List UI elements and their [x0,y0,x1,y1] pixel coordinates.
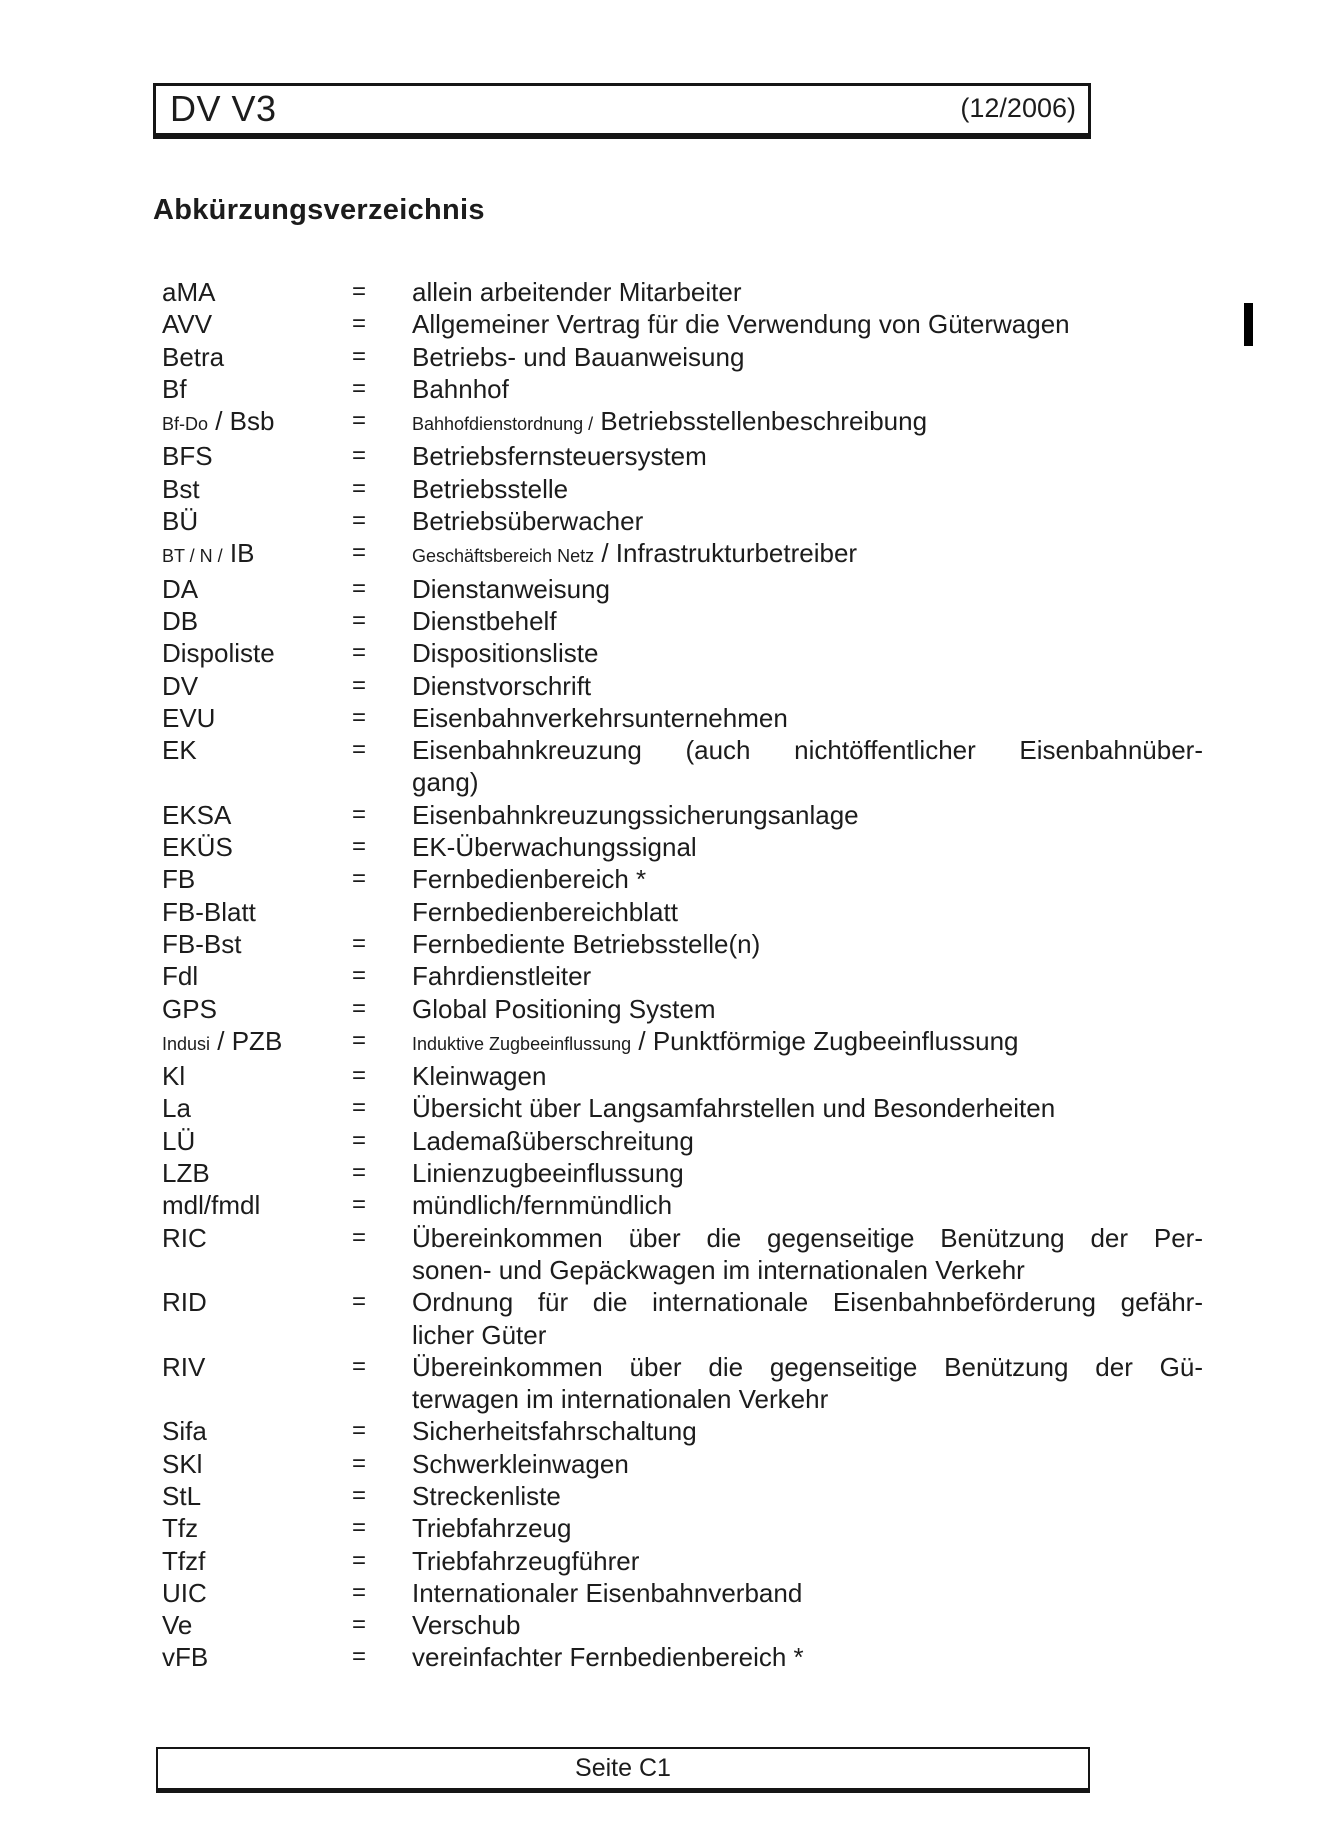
text: Fahrdienstleiter [412,961,592,992]
document-code: DV V3 [170,87,277,129]
small-text: Bahhofdienstordnung / [412,414,594,435]
equals-sign: = [352,703,367,731]
text: Dispositionsliste [412,638,599,669]
text: terwagen im internationalen Verkehr [412,1384,829,1415]
desc-cell [412,1060,1203,1092]
desc-cell [412,341,1203,373]
abbreviation-row [162,440,1203,472]
text: EKSA [162,799,232,830]
equals-sign: = [352,507,367,535]
desc-cell [412,1025,1203,1060]
text: aMA [162,277,216,307]
abbr-cell [162,1577,352,1609]
text: licher Güter [412,1319,547,1350]
text: Internationaler Eisenbahnverband [412,1577,803,1608]
text: EKÜS [162,832,233,863]
text: Linienzugbeeinflussung [412,1158,684,1189]
abbr-cell [162,799,352,831]
text: Triebfahrzeugführer [412,1545,640,1576]
equals-sign: = [352,962,367,990]
text: Betriebsfernsteuersystem [412,441,707,472]
text: Kleinwagen [412,1061,547,1092]
abbr-cell [162,863,352,895]
abbr-cell [162,1060,352,1092]
desc-line [412,1383,1203,1415]
desc-line [412,637,1203,669]
equals-sign: = [352,442,367,470]
equals-sign: = [352,1223,367,1251]
text: Verschub [412,1610,521,1641]
text: Fdl [162,961,199,992]
page-number-label: Seite C1 [575,1754,671,1782]
equals-sign: = [352,671,367,699]
page-header-box [153,83,1091,139]
abbreviation-row [162,1609,1203,1641]
desc-line [412,993,1203,1025]
abbr-cell [162,1157,352,1189]
abbreviation-row [162,1480,1203,1512]
desc-line [412,702,1203,734]
text: mündlich/fernmündlich [412,1190,673,1221]
text: SKl [162,1448,203,1479]
desc-cell [412,573,1203,605]
desc-line [412,1125,1203,1157]
abbr-cell [162,605,352,637]
text: Tfz [162,1513,199,1544]
text: RIC [162,1222,207,1253]
abbr-cell [162,993,352,1025]
text: BFS [162,441,213,472]
text: Dienstanweisung [412,573,611,604]
text: Allgemeiner Vertrag für die Verwendung von Güterwagen [412,309,1070,340]
text: allein arbeitender Mitarbeiter [412,277,742,307]
desc-cell [412,1480,1203,1512]
desc-cell [412,1577,1203,1609]
desc-line [412,1254,1203,1286]
abbreviation-row [162,1577,1203,1609]
abbreviation-row [162,1286,1203,1351]
text: DV [162,670,199,701]
desc-line [412,1189,1203,1221]
text: Ve [162,1610,193,1641]
equals-sign: = [352,1062,367,1090]
equals-sign: = [352,1611,367,1639]
equals-sign: = [352,736,367,764]
desc-line [412,341,1203,373]
text: Bf [162,373,187,404]
text: Fernbediente Betriebsstelle(n) [412,928,761,959]
desc-line [412,373,1203,405]
desc-cell [412,1286,1203,1351]
abbreviation-row [162,537,1203,572]
text: Triebfahrzeug [412,1513,572,1544]
abbr-cell [162,928,352,960]
desc-line [412,276,1203,308]
desc-cell [412,505,1203,537]
desc-line [412,1286,1203,1318]
text: vFB [162,1642,209,1673]
abbreviation-row [162,993,1203,1025]
text: Fernbedienbereich * [412,864,647,895]
abbr-cell [162,537,352,572]
desc-cell [412,896,1203,928]
desc-line [412,1222,1203,1254]
equals-sign [352,896,412,928]
desc-line [412,831,1203,863]
abbr-cell [162,1512,352,1544]
abbr-cell [162,702,352,734]
abbreviation-row [162,734,1203,799]
text: gang) [412,767,479,798]
abbr-cell [162,1351,352,1416]
text: Fernbedienbereichblatt [412,896,678,927]
desc-cell [412,1189,1203,1221]
text: FB-Blatt [162,896,256,927]
desc-cell [412,1222,1203,1287]
abbreviation-row [162,1512,1203,1544]
equals-sign: = [352,1643,367,1671]
text: Tfzf [162,1545,206,1576]
desc-line [412,1545,1203,1577]
abbreviation-row [162,896,1203,928]
abbr-cell [162,1025,352,1060]
abbreviation-row [162,405,1203,440]
desc-line [412,440,1203,472]
equals-sign: = [352,1026,367,1054]
text: Betra [162,341,225,372]
desc-cell [412,960,1203,992]
desc-line [412,960,1203,992]
abbr-cell [162,405,352,440]
equals-sign: = [352,574,367,602]
text: EVU [162,702,216,733]
abbreviation-row [162,1448,1203,1480]
abbreviation-row [162,1125,1203,1157]
small-text: Geschäftsbereich Netz [412,546,595,567]
text: Betriebsstelle [412,473,569,504]
abbreviation-row [162,831,1203,863]
text: Bst [162,473,200,504]
abbreviation-list [162,276,1203,1674]
page-title: Abkürzungsverzeichnis [153,194,485,226]
desc-line [412,1480,1203,1512]
small-text: Induktive Zugbeeinflussung [412,1033,632,1054]
abbreviation-row [162,928,1203,960]
text: Übersicht über Langsamfahrstellen und Besonderheiten [412,1093,1056,1124]
desc-line [412,1512,1203,1544]
text: / Bsb [208,406,275,437]
abbreviation-row [162,573,1203,605]
equals-sign: = [352,1126,367,1154]
desc-line [412,1060,1203,1092]
desc-cell [412,1092,1203,1124]
abbr-cell [162,1480,352,1512]
desc-line [412,573,1203,605]
desc-line [412,1641,1203,1673]
text: LÜ [162,1125,196,1156]
abbr-cell [162,1189,352,1221]
small-text: BT / N / [162,546,223,567]
text: Bahnhof [412,373,509,404]
equals-sign: = [352,539,367,567]
desc-cell [412,1125,1203,1157]
equals-sign: = [352,639,367,667]
text: Betriebsstellenbeschreibung [593,406,928,437]
abbreviation-row [162,605,1203,637]
desc-cell [412,373,1203,405]
desc-cell [412,928,1203,960]
abbr-cell [162,896,352,928]
abbreviation-row [162,308,1203,340]
abbreviation-row [162,1641,1203,1673]
abbr-cell [162,1448,352,1480]
equals-sign: = [352,1094,367,1122]
equals-sign: = [352,865,367,893]
abbr-cell [162,573,352,605]
desc-cell [412,831,1203,863]
abbr-cell [162,373,352,405]
text: Betriebs- und Bauanweisung [412,341,745,372]
text: Lademaßüberschreitung [412,1125,694,1156]
abbreviation-row [162,1415,1203,1447]
desc-cell [412,734,1203,799]
text: AVV [162,309,213,340]
revision-marker-icon [1244,303,1253,346]
equals-sign: = [352,1449,367,1477]
text: Eisenbahnkreuzung (auch nichtöffentlicher Eisenbahnüber- [412,735,1203,766]
desc-line [412,928,1203,960]
desc-cell [412,637,1203,669]
text: Eisenbahnverkehrsunternehmen [412,702,788,733]
abbr-cell [162,1609,352,1641]
text: Eisenbahnkreuzungssicherungsanlage [412,799,859,830]
equals-sign: = [352,278,367,305]
desc-cell [412,1545,1203,1577]
abbr-cell [162,1286,352,1351]
abbr-cell [162,1415,352,1447]
desc-line [412,537,1203,572]
equals-sign: = [352,800,367,828]
abbreviation-row [162,670,1203,702]
desc-cell [412,863,1203,895]
desc-line [412,863,1203,895]
equals-sign: = [352,374,367,402]
desc-line [412,605,1203,637]
desc-cell [412,799,1203,831]
page-footer-box [156,1747,1090,1793]
text: Sicherheitsfahrschaltung [412,1416,697,1447]
desc-line [412,1351,1203,1383]
text: Ordnung für die internationale Eisenbahnbeförderung gefähr- [412,1287,1203,1318]
equals-sign: = [352,1481,367,1509]
text: Schwerkleinwagen [412,1448,629,1479]
desc-line [412,1577,1203,1609]
desc-line [412,308,1203,340]
equals-sign: = [352,342,367,370]
abbr-cell [162,1092,352,1124]
text: LZB [162,1158,210,1189]
abbreviation-row [162,799,1203,831]
text: vereinfachter Fernbedienbereich * [412,1642,804,1673]
equals-sign: = [352,606,367,634]
abbreviation-row [162,1157,1203,1189]
desc-cell [412,440,1203,472]
abbr-cell [162,308,352,340]
text: Kl [162,1061,186,1092]
desc-cell [412,276,1203,308]
text: EK-Überwachungssignal [412,832,697,863]
text: / PZB [210,1025,283,1056]
desc-line [412,505,1203,537]
text: Dienstbehelf [412,605,557,636]
abbr-cell [162,831,352,863]
text: UIC [162,1577,207,1608]
abbr-cell [162,734,352,799]
desc-cell [412,405,1203,440]
desc-cell [412,702,1203,734]
desc-line [412,670,1203,702]
abbr-cell [162,960,352,992]
abbreviation-row [162,1222,1203,1287]
desc-cell [412,1415,1203,1447]
text: Dienstvorschrift [412,670,592,701]
text: Betriebsüberwacher [412,506,644,537]
text: / Punktförmige Zugbeeinflussung [631,1025,1019,1056]
small-text: Indusi [162,1033,211,1054]
abbr-cell [162,637,352,669]
desc-cell [412,1641,1203,1673]
equals-sign: = [352,1514,367,1542]
abbreviation-row [162,505,1203,537]
equals-sign: = [352,994,367,1022]
desc-line [412,1609,1203,1641]
equals-sign: = [352,474,367,502]
desc-line [412,766,1203,798]
equals-sign: = [352,833,367,861]
abbreviation-row [162,473,1203,505]
text: FB-Bst [162,928,242,959]
abbr-cell [162,505,352,537]
text: IB [222,538,255,569]
abbreviation-row [162,702,1203,734]
desc-cell [412,537,1203,572]
desc-line [412,734,1203,766]
abbreviation-row [162,276,1203,308]
text: mdl/fmdl [162,1190,261,1221]
desc-cell [412,1157,1203,1189]
small-text: Bf-Do [162,414,209,435]
desc-line [412,405,1203,440]
text: Übereinkommen über die gegenseitige Benützung der Gü- [412,1351,1203,1382]
desc-line [412,473,1203,505]
abbreviation-row [162,1025,1203,1060]
desc-line [412,1157,1203,1189]
desc-cell [412,1448,1203,1480]
abbreviation-row [162,960,1203,992]
equals-sign: = [352,1546,367,1574]
abbreviation-row [162,1351,1203,1416]
desc-line [412,896,1203,928]
text: Global Positioning System [412,993,716,1024]
desc-cell [412,473,1203,505]
text: DA [162,573,199,604]
text: RID [162,1287,207,1318]
desc-line [412,1025,1203,1060]
abbreviation-row [162,373,1203,405]
equals-sign: = [352,1417,367,1445]
desc-line [412,1092,1203,1124]
desc-cell [412,1609,1203,1641]
equals-sign: = [352,929,367,957]
text: FB [162,864,196,895]
desc-cell [412,1512,1203,1544]
abbr-cell [162,440,352,472]
abbreviation-row [162,863,1203,895]
abbr-cell [162,473,352,505]
abbr-cell [162,1641,352,1673]
abbreviation-row [162,1545,1203,1577]
text: sonen- und Gepäckwagen im internationalen Verkehr [412,1254,1025,1285]
equals-sign: = [352,1578,367,1606]
abbr-cell [162,341,352,373]
abbreviation-row [162,1092,1203,1124]
desc-line [412,1415,1203,1447]
equals-sign: = [352,1159,367,1187]
abbr-cell [162,1222,352,1287]
abbr-cell [162,1545,352,1577]
abbreviation-row [162,1189,1203,1221]
abbr-cell [162,1125,352,1157]
desc-cell [412,1351,1203,1416]
text: DB [162,605,199,636]
text: La [162,1093,191,1124]
equals-sign: = [352,310,367,338]
desc-cell [412,605,1203,637]
equals-sign: = [352,1191,367,1219]
desc-cell [412,993,1203,1025]
text: GPS [162,993,217,1024]
desc-cell [412,670,1203,702]
equals-sign: = [352,1352,367,1380]
desc-line [412,1448,1203,1480]
abbreviation-row [162,341,1203,373]
abbr-cell [162,670,352,702]
text: StL [162,1480,202,1511]
equals-sign: = [352,1288,367,1316]
text: BÜ [162,506,199,537]
abbr-cell [162,276,352,308]
abbreviation-row [162,637,1203,669]
text: Übereinkommen über die gegenseitige Benützung der Per- [412,1222,1203,1253]
text: EK [162,735,197,766]
text: Streckenliste [412,1480,561,1511]
text: Sifa [162,1416,207,1447]
text: Dispoliste [162,638,275,669]
desc-cell [412,308,1203,340]
desc-line [412,799,1203,831]
edition-date: (12/2006) [960,93,1076,123]
desc-line [412,1319,1203,1351]
abbreviation-row [162,1060,1203,1092]
equals-sign: = [352,407,367,435]
text: RIV [162,1351,206,1382]
text: / Infrastrukturbetreiber [594,538,858,569]
